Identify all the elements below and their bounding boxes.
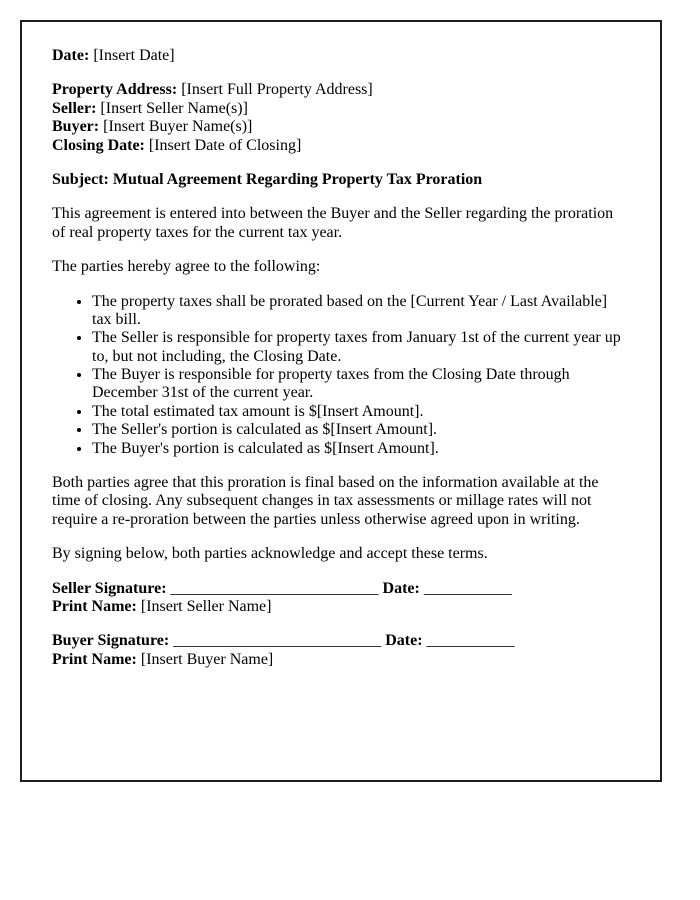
agreement-lead: The parties hereby agree to the following: <box>52 258 321 276</box>
subject-line: Subject: Mutual Agreement Regarding Property Tax Proration <box>52 170 483 188</box>
seller-signature-block <box>52 580 630 617</box>
seller-print-name-value: [Insert Seller Name] <box>140 597 272 615</box>
agreement-document <box>20 20 662 782</box>
buyer-signature-line: __________________________ <box>173 632 382 650</box>
acknowledgement-line: By signing below, both parties acknowledge and accept these terms. <box>52 545 488 563</box>
seller-print-name-label: Print Name: <box>52 597 137 615</box>
buyer-signature-label: Buyer Signature: <box>52 632 170 650</box>
property-address-label: Property Address: <box>52 81 178 99</box>
buyer-value: [Insert Buyer Name(s)] <box>103 118 253 136</box>
term-seller-responsibility: • The Seller is responsible for property taxes from January 1st of the current year up to, but not including, the Closing Date. <box>92 329 630 366</box>
property-details-block <box>52 81 630 155</box>
intro-paragraph: This agreement is entered into between the Buyer and the Seller regarding the proration of real property taxes for the current tax year. <box>52 205 614 241</box>
date-line <box>52 47 630 65</box>
seller-signature-line: __________________________ <box>170 579 379 597</box>
buyer-label: Buyer: <box>52 118 100 136</box>
seller-label: Seller: <box>52 99 97 117</box>
buyer-signature-block <box>52 632 630 669</box>
buyer-signature-date-label: Date: <box>385 632 423 650</box>
finality-paragraph: Both parties agree that this proration is final based on the information available at the time of closing. Any subsequent changes in tax assessments or millage rates will not require a re-proration between the parties unless otherwise agreed upon in writing. <box>52 474 599 528</box>
term-proration-basis: • The property taxes shall be prorated based on the [Current Year / Last Available] tax bill. <box>92 293 630 330</box>
closing-date-label: Closing Date: <box>52 136 145 154</box>
seller-value: [Insert Seller Name(s)] <box>100 99 248 117</box>
property-address-value: [Insert Full Property Address] <box>181 81 373 99</box>
term-seller-portion: • The Seller's portion is calculated as $[Insert Amount]. <box>92 421 630 439</box>
term-total-tax-amount: • The total estimated tax amount is $[Insert Amount]. <box>92 403 630 421</box>
date-value: [Insert Date] <box>93 47 175 64</box>
seller-signature-date-line: ___________ <box>423 579 512 597</box>
term-buyer-portion: • The Buyer's portion is calculated as $[Insert Amount]. <box>92 440 630 458</box>
agreement-terms-list <box>52 293 630 459</box>
seller-signature-label: Seller Signature: <box>52 579 167 597</box>
buyer-signature-date-line: ___________ <box>426 632 515 650</box>
buyer-print-name-value: [Insert Buyer Name] <box>140 650 274 668</box>
date-label: Date: <box>52 47 90 64</box>
buyer-print-name-label: Print Name: <box>52 650 137 668</box>
seller-signature-date-label: Date: <box>382 579 420 597</box>
closing-date-value: [Insert Date of Closing] <box>148 136 302 154</box>
term-buyer-responsibility: • The Buyer is responsible for property taxes from the Closing Date through December 31st of the current year. <box>92 366 630 403</box>
